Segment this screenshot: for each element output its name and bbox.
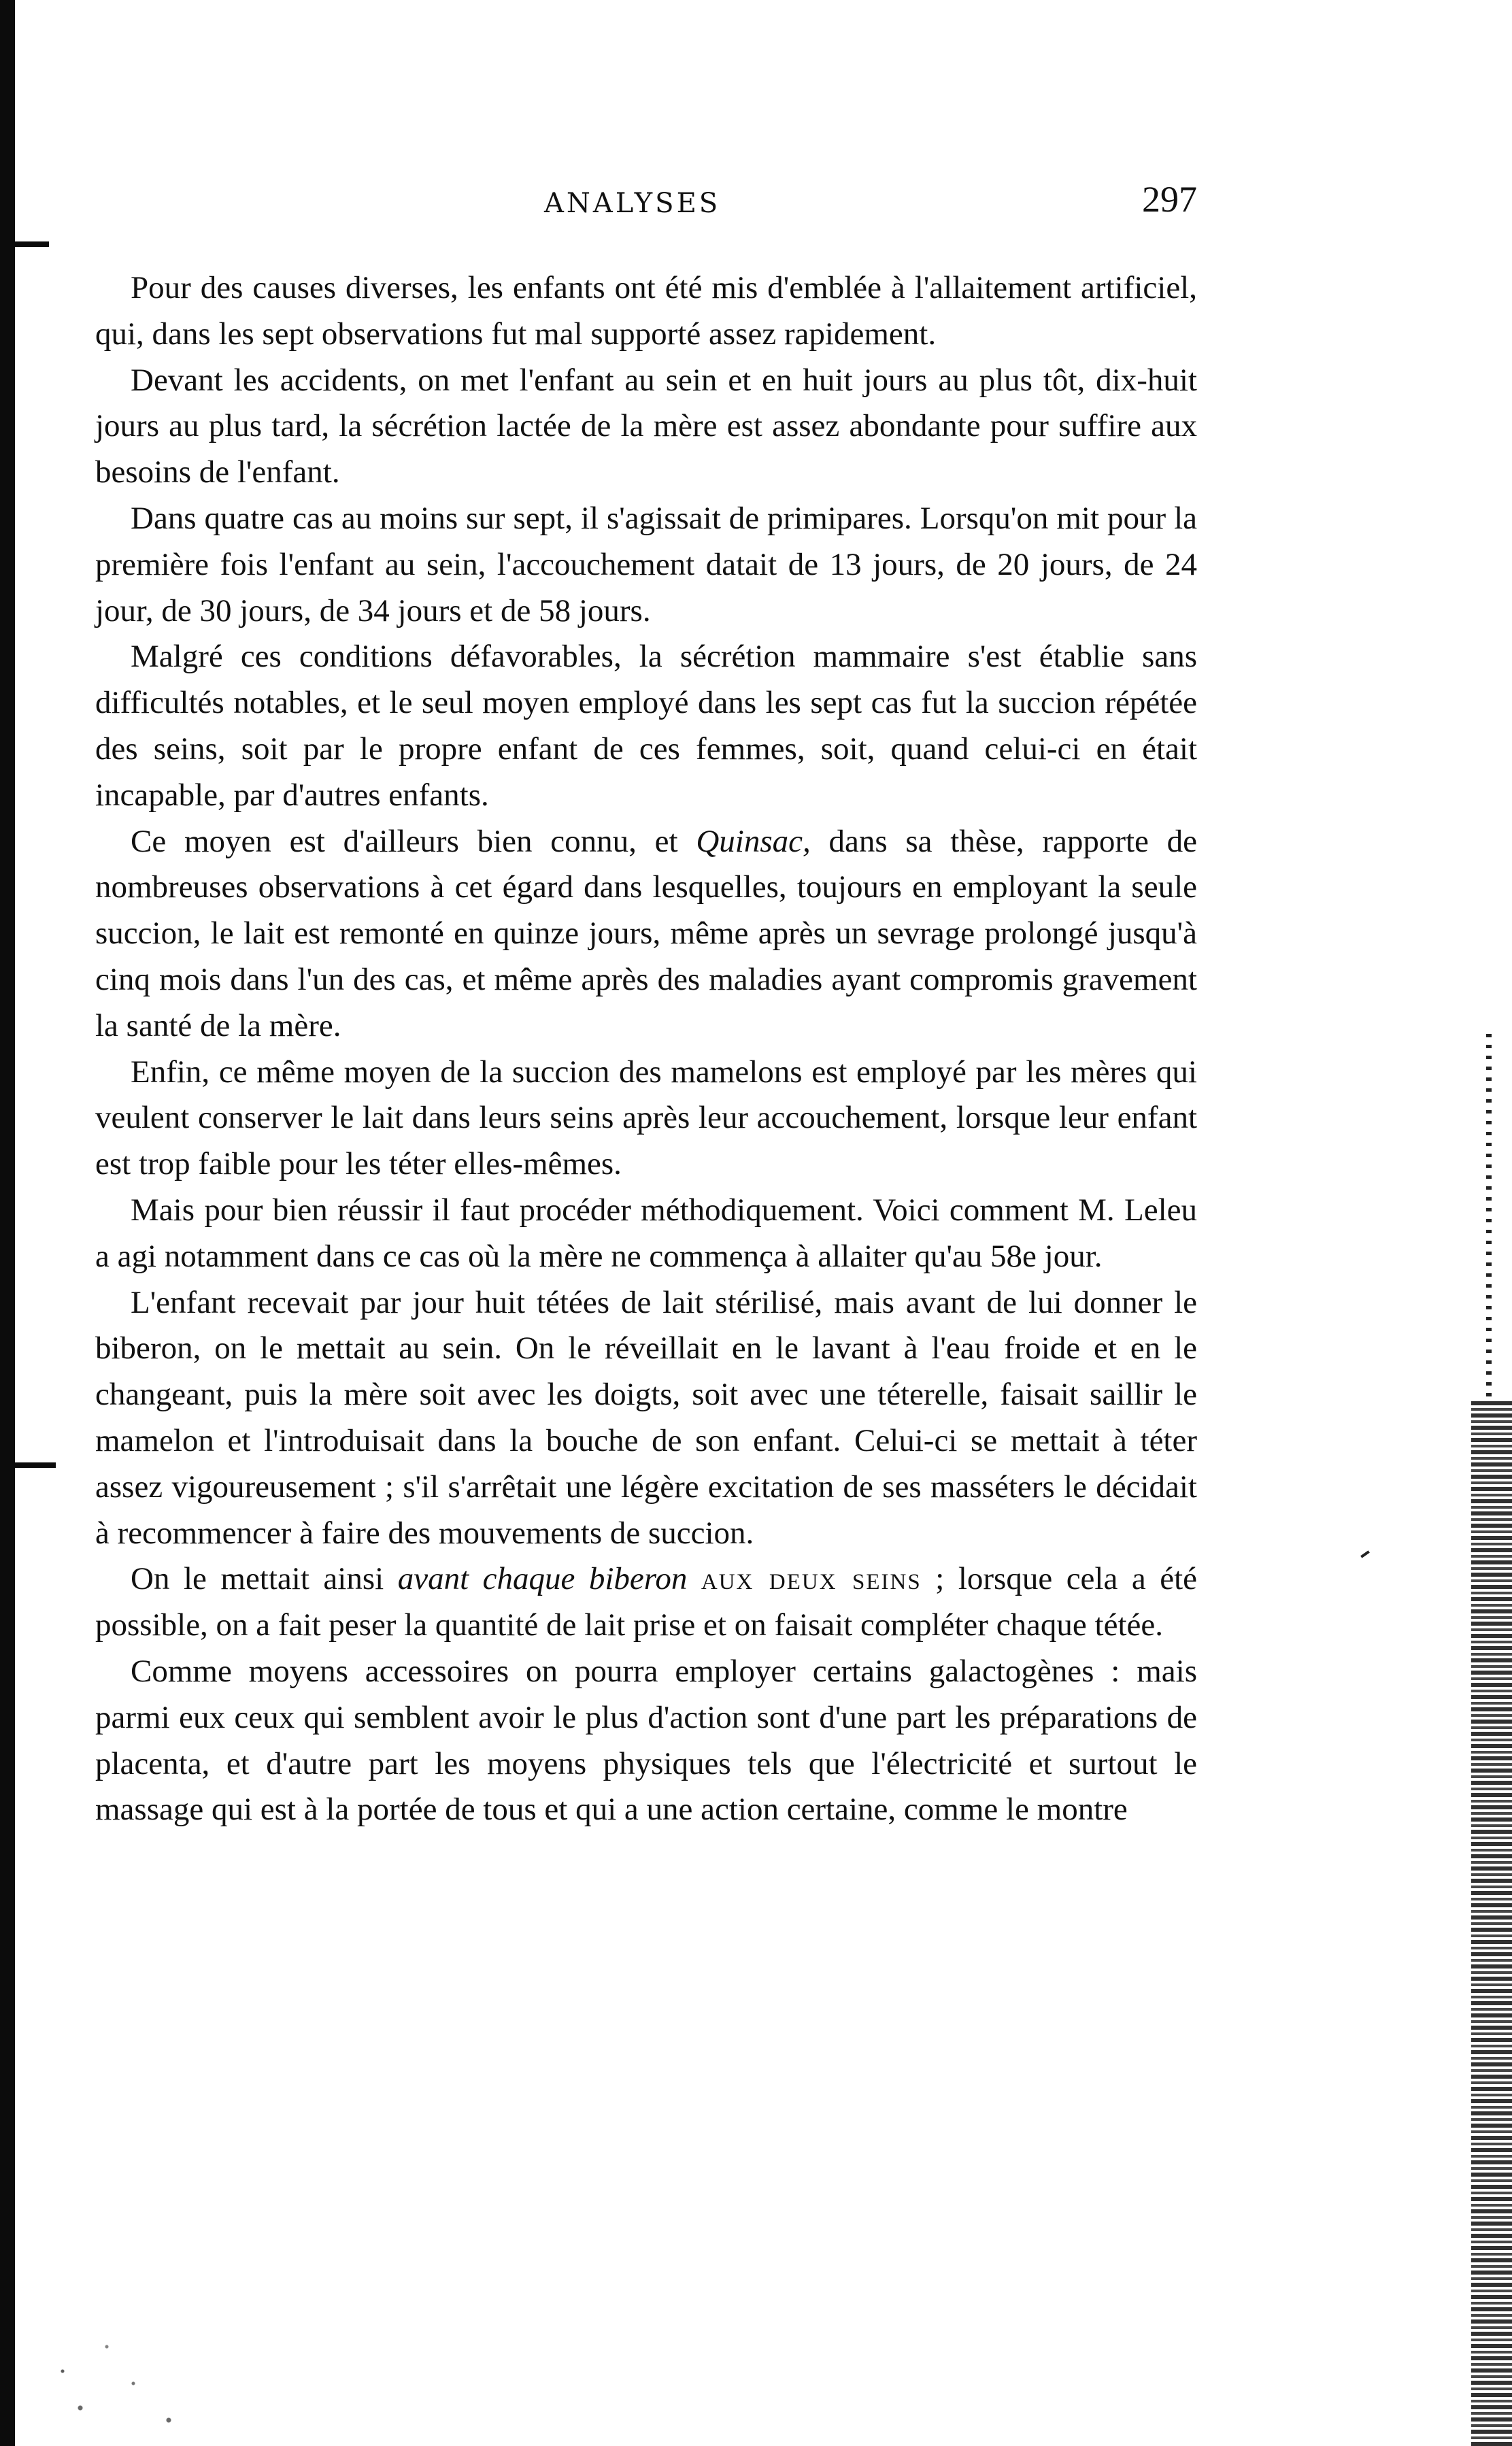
- paragraph-5-start: Ce moyen est d'ailleurs bien connu, et: [131, 823, 696, 859]
- scan-corner-speckle: [27, 2310, 204, 2432]
- paragraph-10: Comme moyens accessoires on pourra employer certains galactogènes : mais parmi eux ceux qui semblent avoir le plus d'action sont d'une part les préparations de placenta, et d'autre part les moyens physiques tels que l'électricité et surtout le massage qui est à la portée de tous et qui a une action certaine, comme le montre: [95, 1653, 1197, 1828]
- body-text: [95, 265, 1197, 1833]
- paragraph-9-italic: avant chaque biberon: [397, 1561, 688, 1597]
- paragraph-2: Devant les accidents, on met l'enfant au sein et en huit jours au plus tôt, dix-huit jours au plus tard, la sécrétion lactée de la mère est assez abondante pour suffire aux besoins de l'enfant.: [95, 362, 1197, 490]
- page-number: 297: [1142, 179, 1197, 220]
- author-name: Quinsac,: [696, 823, 811, 859]
- paragraph-8: L'enfant recevait par jour huit tétées de lait stérilisé, mais avant de lui donner le biberon, on le mettait au sein. On le réveillait en le lavant à l'eau froide et en le changeant, puis la mère soit avec les doigts, soit avec une téterelle, faisait saillir le mamelon et l'introduisait dans la bouche de son enfant. Celui-ci se mettait à téter assez vigoureusement ; s'il s'arrêtait une légère excitation de ses masséters le décidait à recommencer à faire des mouvements de succion.: [95, 1284, 1197, 1551]
- paragraph-6: Enfin, ce même moyen de la succion des mamelons est employé par les mères qui veulent conserver le lait dans leurs seins après leur accouchement, lorsque leur enfant est trop faible pour les téter elles-mêmes.: [95, 1054, 1197, 1182]
- running-head: ANALYSES: [544, 188, 721, 219]
- paragraph-3: Dans quatre cas au moins sur sept, il s'agissait de primipares. Lorsqu'on mit pour la première fois l'enfant au sein, l'accouchement datait de 13 jours, de 20 jours, de 24 jour, de 30 jours, de 34 jours et de 58 jours.: [95, 500, 1197, 629]
- scan-left-notch-lower: [15, 1462, 56, 1468]
- paragraph-9-start: On le mettait ainsi: [131, 1561, 398, 1597]
- page-header: [95, 178, 1197, 226]
- paragraph-7: Mais pour bien réussir il faut procéder méthodiquement. Voici comment M. Leleu a agi notamment dans ce cas où la mère ne commença à allaiter qu'au 58e jour.: [95, 1192, 1197, 1274]
- paragraph-9-smallcaps: aux deux seins: [701, 1561, 922, 1597]
- paragraph-1: Pour des causes diverses, les enfants ont été mis d'emblée à l'allaitement artificiel, qui, dans les sept observations fut mal supporté assez rapidement.: [95, 270, 1197, 352]
- paragraph-9: [95, 1556, 1197, 1649]
- scan-right-border: [1471, 1401, 1512, 2446]
- paragraph-9-end: ; lorsque cela a été possible, on a fait peser la quantité de lait prise et on faisait compléter chaque tétée.: [95, 1561, 1198, 1643]
- scan-right-speckle: [1486, 1034, 1492, 1401]
- stray-ink-mark: [1360, 1550, 1370, 1558]
- paragraph-4: Malgré ces conditions défavorables, la sécrétion mammaire s'est établie sans difficultés notables, et le seul moyen employé dans les sept cas fut la succion répétée des seins, soit par le propre enfant de ces femmes, soit, quand celui-ci en était incapable, par d'autres enfants.: [95, 639, 1197, 813]
- paragraph-5: [95, 819, 1197, 1050]
- scan-left-notch: [15, 241, 49, 247]
- paragraph-5-end: dans sa thèse, rapporte de nombreuses observations à cet égard dans lesquelles, toujours en employant la seule succion, le lait est remonté en quinze jours, même après un sevrage prolongé jusqu'à cinq mois dans l'un des cas, et même après des maladies ayant compromis gravement la santé de la mère.: [95, 823, 1198, 1043]
- scan-left-border: [0, 0, 15, 2446]
